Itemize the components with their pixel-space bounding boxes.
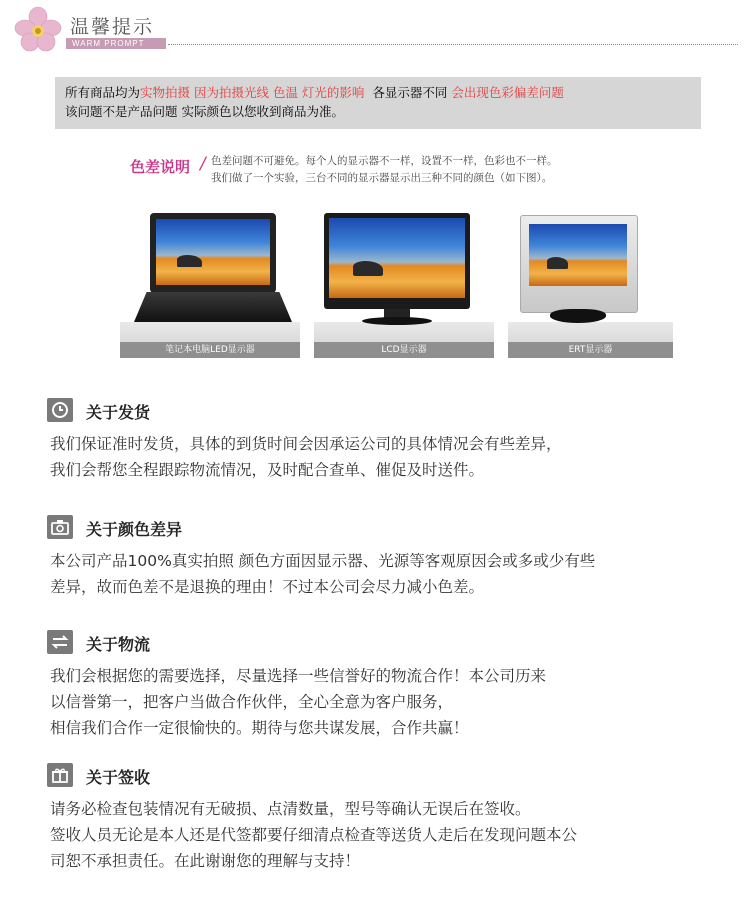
notice-text: 该问题不是产品问题 实际颜色以您收到商品为准。 — [65, 104, 344, 119]
gift-box-icon — [47, 763, 73, 791]
notice-text: 各显示器不同 — [372, 85, 448, 100]
notice-highlight: 会出现色彩偏差问题 — [451, 85, 564, 100]
page-subtitle: WARM PROMPT — [66, 38, 166, 49]
display-plinth — [508, 322, 673, 358]
display-comparison — [120, 205, 675, 355]
section-line: 请务必检查包装情况有无破损、点清数量，型号等确认无误后在签收。 — [50, 800, 531, 818]
display-plinth — [120, 322, 300, 358]
slash-decoration: / — [200, 154, 206, 174]
section-line: 司恕不承担责任。在此谢谢您的理解与支持！ — [50, 852, 361, 870]
section-line: 以信誉第一，把客户当做合作伙伴，全心全意为客户服务， — [50, 693, 454, 711]
camera-icon — [47, 515, 73, 543]
display-label: LCD显示器 — [314, 342, 494, 358]
monitor-base — [362, 317, 432, 325]
laptop-keyboard — [134, 292, 292, 322]
laptop-icon — [150, 213, 276, 293]
section-line: 签收人员无论是本人还是代签都要仔细清点检查等送货人走后在发现问题本公 — [50, 826, 578, 844]
section-line: 本公司产品100%真实拍照 颜色方面因显示器、光源等客观原因会或多或少有些 — [50, 552, 596, 570]
display-plinth — [314, 322, 494, 358]
page-title: 温馨提示 — [70, 16, 155, 38]
section-line: 我们会帮您全程跟踪物流情况，及时配合查单、催促及时送件。 — [50, 461, 485, 479]
color-diff-line: 我们做了一个实验，三台不同的显示器显示出三种不同的颜色（如下图）。 — [211, 172, 553, 184]
section-line: 相信我们合作一定很愉快的。期待与您共谋发展，合作共赢！ — [50, 719, 469, 737]
display-label: ERT显示器 — [508, 342, 673, 358]
section-body — [50, 548, 595, 600]
monitor-base — [550, 309, 606, 323]
notice-highlight: 实物拍摄 因为拍摄光线 色温 灯光的影响 — [140, 85, 365, 100]
clock-icon — [47, 398, 73, 426]
section-line: 我们会根据您的需要选择，尽量选择一些信誉好的物流合作！本公司历来 — [50, 667, 547, 685]
section-title: 关于签收 — [86, 768, 151, 787]
section-title: 关于发货 — [86, 403, 151, 422]
color-diff-label: 色差说明 — [130, 158, 191, 176]
section-line: 我们保证准时发货，具体的到货时间会因承运公司的具体情况会有些差异， — [50, 435, 562, 453]
lcd-monitor-icon — [324, 213, 470, 309]
section-title: 关于颜色差异 — [86, 520, 183, 539]
flower-logo-icon — [12, 6, 64, 54]
section-line: 差异，故而色差不是退换的理由！不过本公司会尽力减小色差。 — [50, 578, 485, 596]
color-diff-line: 色差问题不可避免。每个人的显示器不一样，设置不一样，色彩也不一样。 — [211, 155, 558, 167]
section-body — [50, 431, 562, 483]
notice-text: 所有商品均为 — [65, 85, 141, 100]
section-title: 关于物流 — [86, 635, 151, 654]
disclaimer-notice — [55, 77, 701, 129]
section-body — [50, 796, 577, 874]
header-divider — [168, 44, 738, 45]
exchange-arrows-icon — [47, 630, 73, 658]
color-diff-text — [211, 153, 558, 187]
section-body — [50, 663, 546, 741]
crt-monitor-icon — [520, 215, 638, 313]
display-label: 笔记本电脑LED显示器 — [120, 342, 300, 358]
